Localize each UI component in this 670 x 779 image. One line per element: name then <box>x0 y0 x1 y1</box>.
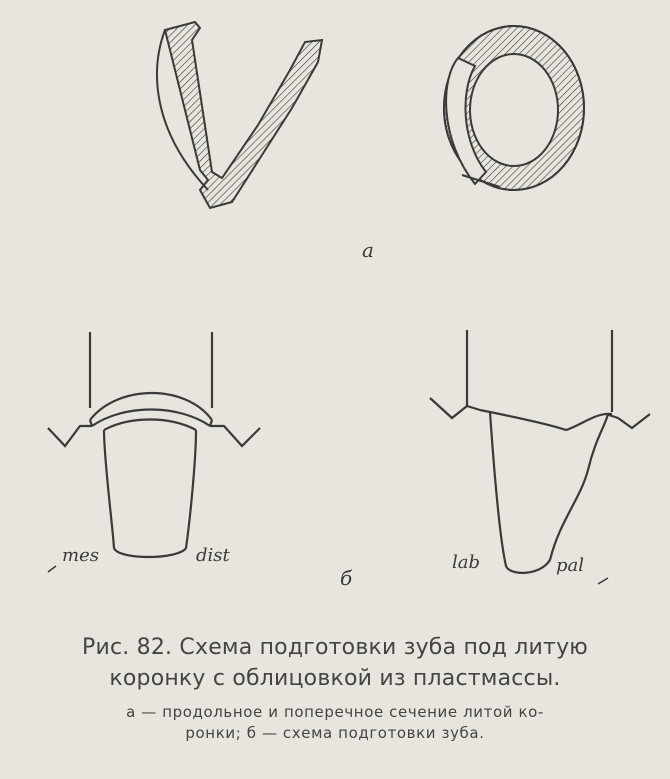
panel-label-b: б <box>340 566 353 590</box>
caption-title <box>20 632 650 694</box>
label-lab: lab <box>452 552 481 573</box>
metal-frame-longitudinal <box>165 22 322 208</box>
caption-title-line-1: Рис. 82. Схема подготовки зуба под литую <box>81 635 589 660</box>
cross-section <box>444 26 584 190</box>
longitudinal-section <box>157 22 322 208</box>
caption-legend-line-2: ронки; б — схема подготовки зуба. <box>185 724 485 742</box>
labio-palatal-preparation <box>430 330 650 573</box>
label-pal: pal <box>556 555 585 576</box>
caption-legend-line-1: а — продольное и поперечное сечение литой ко- <box>126 703 544 721</box>
label-mes: mes <box>62 545 99 566</box>
caption-title-line-2: коронку с облицовкой из пластмассы. <box>109 666 561 691</box>
figure-caption <box>20 632 650 744</box>
tick-mark <box>48 566 56 572</box>
mesio-distal-preparation <box>48 332 260 557</box>
tick-mark <box>598 578 608 584</box>
label-dist: dist <box>196 545 230 566</box>
caption-legend <box>20 702 650 744</box>
panel-label-a: а <box>362 238 374 262</box>
